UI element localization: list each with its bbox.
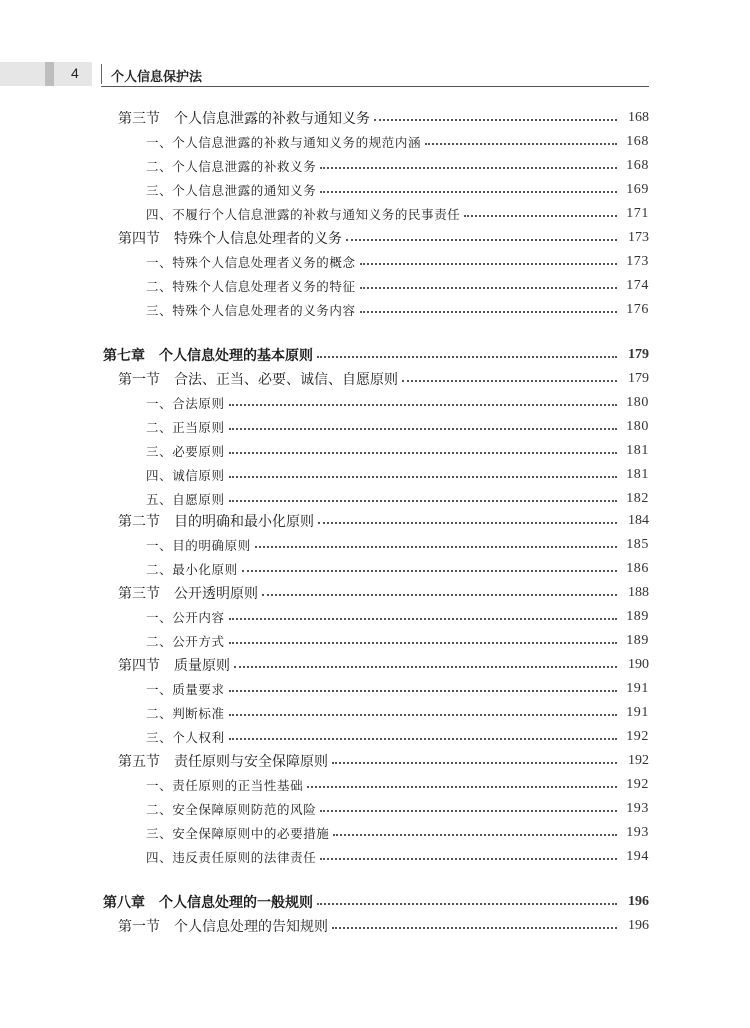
toc-page-number: 169	[626, 182, 649, 197]
toc-number: 第八章	[103, 895, 145, 911]
toc-label	[118, 751, 328, 771]
leader-dots	[317, 903, 617, 905]
leader-dots	[242, 570, 617, 572]
leader-dots	[360, 311, 617, 313]
leader-dots	[332, 762, 617, 764]
leader-dots	[229, 404, 617, 406]
toc-item[interactable]	[146, 489, 649, 509]
toc-page-number: 191	[626, 681, 649, 696]
toc-item[interactable]	[146, 156, 649, 176]
leader-dots	[229, 618, 617, 620]
leader-dots	[360, 263, 617, 265]
toc-label	[118, 228, 342, 248]
leader-dots	[229, 476, 617, 478]
toc-label: 一、公开内容	[146, 610, 225, 625]
leader-dots	[320, 191, 617, 193]
leader-dots	[262, 594, 617, 596]
toc-page-number: 185	[626, 537, 649, 552]
toc-item[interactable]	[146, 204, 649, 224]
toc-number: 第二节	[118, 514, 160, 530]
leader-dots	[229, 428, 617, 430]
toc-item[interactable]	[146, 775, 649, 795]
toc-page-number: 168	[628, 110, 649, 125]
header-thumb-tab	[45, 62, 54, 86]
leader-dots	[333, 834, 617, 836]
toc-label: 三、必要原则	[146, 444, 225, 459]
header-rule	[101, 86, 649, 87]
toc-item[interactable]	[146, 417, 649, 437]
toc-item[interactable]	[146, 252, 649, 272]
toc-label	[118, 916, 328, 936]
toc-label: 一、合法原则	[146, 396, 225, 411]
leader-dots	[229, 738, 617, 740]
leader-dots	[425, 143, 617, 145]
toc-chapter[interactable]	[103, 892, 649, 912]
toc-item[interactable]	[146, 132, 649, 152]
toc-number: 第三节	[118, 111, 160, 127]
toc-label: 三、特殊个人信息处理者的义务内容	[146, 303, 356, 318]
leader-dots	[320, 858, 617, 860]
toc-title: 个人信息处理的一般规则	[159, 895, 313, 911]
leader-dots	[320, 167, 617, 169]
toc-item[interactable]	[146, 276, 649, 296]
toc-section[interactable]	[118, 228, 649, 248]
toc-page-number: 182	[626, 491, 649, 506]
toc-page-number: 173	[626, 254, 649, 269]
leader-dots	[307, 786, 617, 788]
toc-title: 质量原则	[174, 658, 230, 674]
leader-dots	[229, 452, 617, 454]
running-header-title: 个人信息保护法	[111, 70, 203, 85]
toc-number: 第四节	[118, 231, 160, 247]
toc-item[interactable]	[146, 300, 649, 320]
toc-label: 一、责任原则的正当性基础	[146, 778, 304, 793]
toc-label: 一、目的明确原则	[146, 538, 251, 553]
toc-page-number: 192	[626, 729, 649, 744]
toc-label: 四、违反责任原则的法律责任	[146, 850, 317, 865]
leader-dots	[234, 666, 617, 668]
leader-dots	[332, 927, 617, 929]
toc-page-number: 193	[626, 801, 649, 816]
toc-page-number: 173	[628, 230, 649, 245]
leader-dots	[229, 714, 617, 716]
leader-dots	[318, 522, 617, 524]
toc-item[interactable]	[146, 607, 649, 627]
toc-label: 二、最小化原则	[146, 562, 238, 577]
toc-page-number: 188	[628, 585, 649, 600]
toc-item[interactable]	[146, 441, 649, 461]
toc-label: 二、特殊个人信息处理者义务的特征	[146, 279, 356, 294]
toc-page-number: 189	[626, 609, 649, 624]
leader-dots	[317, 356, 617, 358]
toc-section[interactable]	[118, 108, 649, 128]
toc-section[interactable]	[118, 751, 649, 771]
toc-page-number: 194	[626, 849, 649, 864]
toc-page-number: 179	[628, 371, 649, 386]
toc-label: 二、判断标准	[146, 706, 225, 721]
toc-item[interactable]	[146, 847, 649, 867]
toc-label	[103, 892, 313, 912]
leader-dots	[374, 119, 617, 121]
toc-label: 二、公开方式	[146, 634, 225, 649]
toc-label: 一、个人信息泄露的补救与通知义务的规范内涵	[146, 135, 422, 150]
toc-label	[103, 345, 313, 365]
toc-title: 公开透明原则	[174, 586, 258, 602]
toc-title: 责任原则与安全保障原则	[174, 754, 328, 770]
toc-section[interactable]	[118, 655, 649, 675]
toc-page-number: 196	[628, 918, 649, 933]
toc-label: 四、不履行个人信息泄露的补救与通知义务的民事责任	[146, 207, 461, 222]
toc-page-number: 181	[626, 467, 649, 482]
toc-item[interactable]	[146, 679, 649, 699]
toc-title: 合法、正当、必要、诚信、自愿原则	[174, 372, 398, 388]
toc-item[interactable]	[146, 180, 649, 200]
toc-page-number: 174	[626, 278, 649, 293]
toc-page-number: 196	[628, 894, 649, 909]
toc-label: 二、正当原则	[146, 420, 225, 435]
toc-item[interactable]	[146, 559, 649, 579]
toc-page-number: 179	[628, 347, 649, 362]
toc-chapter[interactable]	[103, 345, 649, 365]
toc-page-number: 176	[626, 302, 649, 317]
toc-label: 二、安全保障原则防范的风险	[146, 802, 317, 817]
toc-label	[118, 655, 230, 675]
toc-page-number: 168	[626, 158, 649, 173]
toc-page-number: 193	[626, 825, 649, 840]
toc-label	[118, 583, 258, 603]
toc-label: 二、个人信息泄露的补救义务	[146, 159, 317, 174]
leader-dots	[346, 239, 617, 241]
toc-label: 四、诚信原则	[146, 468, 225, 483]
toc-title: 个人信息处理的基本原则	[159, 348, 313, 364]
toc-number: 第四节	[118, 658, 160, 674]
toc-item[interactable]	[146, 535, 649, 555]
toc-label	[118, 369, 398, 389]
toc-page-number: 192	[628, 753, 649, 768]
toc-title: 目的明确和最小化原则	[174, 514, 314, 530]
toc-label: 一、质量要求	[146, 682, 225, 697]
toc-page-number: 180	[626, 419, 649, 434]
toc-item[interactable]	[146, 631, 649, 651]
page-number: 4	[71, 65, 79, 81]
leader-dots	[360, 287, 617, 289]
leader-dots	[229, 690, 617, 692]
toc-page-number: 190	[628, 657, 649, 672]
toc-label: 三、个人信息泄露的通知义务	[146, 183, 317, 198]
toc-title: 个人信息泄露的补救与通知义务	[174, 111, 370, 127]
toc-number: 第一节	[118, 919, 160, 935]
toc-label: 三、个人权利	[146, 730, 225, 745]
toc-label: 五、自愿原则	[146, 492, 225, 507]
toc-section[interactable]	[118, 916, 649, 936]
toc-page-number: 192	[626, 777, 649, 792]
toc-label	[118, 511, 314, 531]
toc-item[interactable]	[146, 393, 649, 413]
leader-dots	[255, 546, 617, 548]
toc-page-number: 180	[626, 395, 649, 410]
toc-label	[118, 108, 370, 128]
header-divider	[101, 64, 102, 84]
leader-dots	[229, 642, 617, 644]
toc-page-number: 168	[626, 134, 649, 149]
toc-page-number: 184	[628, 513, 649, 528]
leader-dots	[320, 810, 617, 812]
toc-page-number: 171	[626, 206, 649, 221]
leader-dots	[402, 380, 617, 382]
toc-number: 第一节	[118, 372, 160, 388]
toc-label: 一、特殊个人信息处理者义务的概念	[146, 255, 356, 270]
toc-section[interactable]	[118, 369, 649, 389]
toc-page-number: 186	[626, 561, 649, 576]
toc-page-number: 189	[626, 633, 649, 648]
toc-label: 三、安全保障原则中的必要措施	[146, 826, 330, 841]
leader-dots	[464, 215, 617, 217]
toc-page-number: 191	[626, 705, 649, 720]
toc-section[interactable]	[118, 583, 649, 603]
toc-item[interactable]	[146, 727, 649, 747]
toc-item[interactable]	[146, 703, 649, 723]
toc-page-number: 181	[626, 443, 649, 458]
toc-number: 第七章	[103, 348, 145, 364]
toc-title: 特殊个人信息处理者的义务	[174, 231, 342, 247]
toc-item[interactable]	[146, 823, 649, 843]
toc-item[interactable]	[146, 799, 649, 819]
toc-number: 第五节	[118, 754, 160, 770]
leader-dots	[229, 500, 617, 502]
toc-number: 第三节	[118, 586, 160, 602]
toc-title: 个人信息处理的告知规则	[174, 919, 328, 935]
toc-item[interactable]	[146, 465, 649, 485]
toc-section[interactable]	[118, 511, 649, 531]
